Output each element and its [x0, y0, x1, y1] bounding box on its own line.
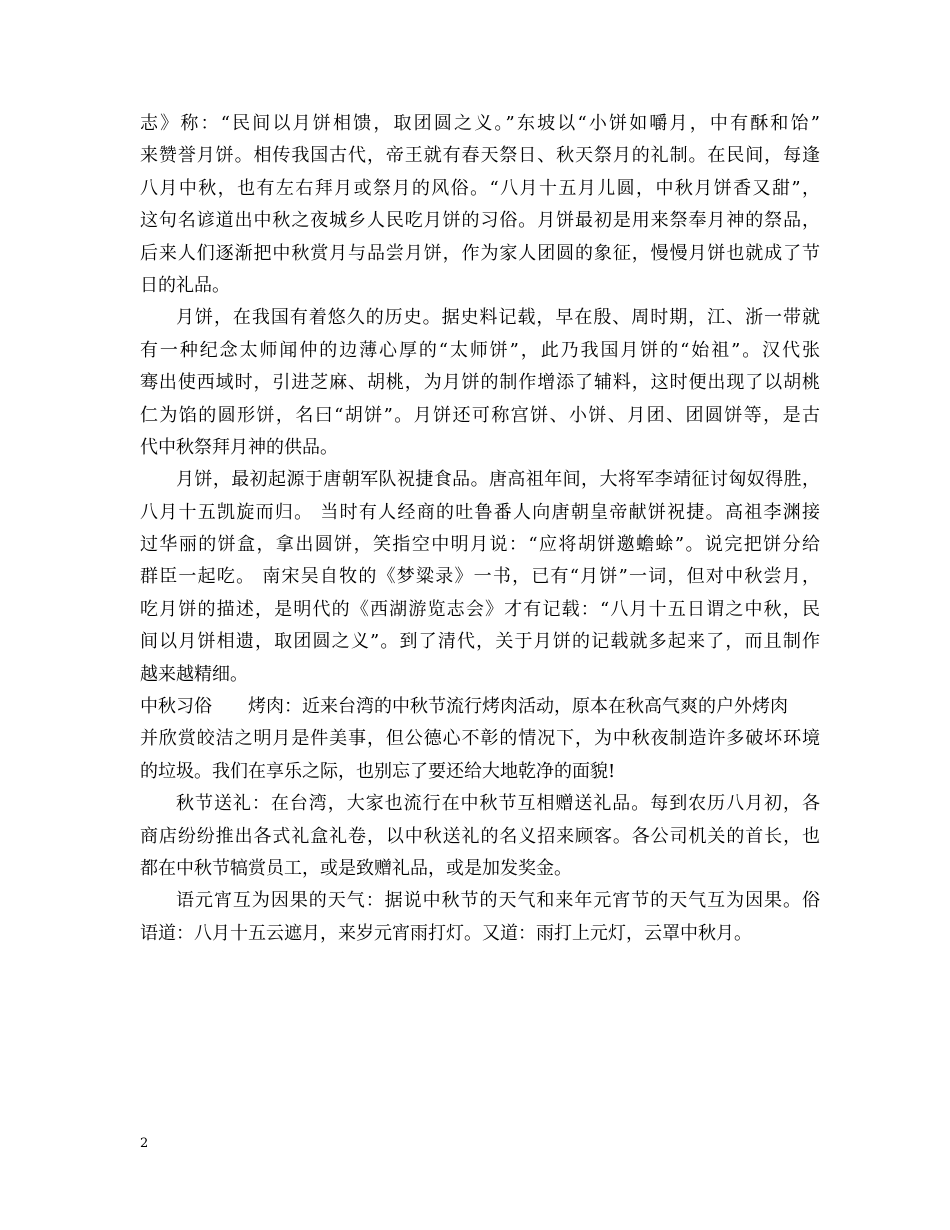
- text-line: 八月中秋，也有左右拜月或祭月的风俗。“八月十五月儿圆，中秋月饼香又甜”，: [140, 177, 820, 199]
- text-line: 群臣一起吃。 南宋吴自牧的《梦粱录》一书，已有“月饼”一词，但对中秋尝月，: [140, 566, 820, 588]
- text-line: 月饼，最初起源于唐朝军队祝捷食品。唐高祖年间，大将军李靖征讨匈奴得胜，: [176, 469, 820, 491]
- text-line: 代中秋祭拜月神的供品。: [140, 436, 338, 458]
- text-line: 语道：八月十五云遮月，来岁元宵雨打灯。又道：雨打上元灯，云罩中秋月。: [140, 922, 752, 944]
- text-line: 八月十五凯旋而归。 当时有人经商的吐鲁番人向唐朝皇帝献饼祝捷。高祖李渊接: [140, 501, 820, 523]
- text-line: 吃月饼的描述，是明代的《西湖游览志会》才有记载：“八月十五日谓之中秋，民: [140, 598, 820, 620]
- text-line: 日的礼品。: [140, 274, 230, 296]
- text-line: 越来越精细。: [140, 663, 248, 685]
- text-line: 过华丽的饼盒，拿出圆饼，笑指空中明月说：“应将胡饼邀蟾蜍”。说完把饼分给: [140, 534, 820, 556]
- text-line: 语元宵互为因果的天气：据说中秋节的天气和来年元宵节的天气互为因果。俗: [176, 890, 820, 912]
- text-line: 秋节送礼：在台湾，大家也流行在中秋节互相赠送礼品。每到农历八月初，各: [176, 793, 820, 815]
- text-line: 志》称：“民间以月饼相馈，取团圆之义。”东坡以“小饼如嚼月，中有酥和饴”: [140, 113, 820, 134]
- text-line: 都在中秋节犒赏员工，或是致赠礼品，或是加发奖金。: [140, 857, 572, 879]
- text-line: 来赞誉月饼。相传我国古代，帝王就有春天祭日、秋天祭月的礼制。在民间，每逢: [140, 145, 820, 167]
- text-line: 有一种纪念太师闻仲的边薄心厚的“太师饼”，此乃我国月饼的“始祖”。汉代张: [140, 339, 820, 361]
- text-line: 间以月饼相遗，取团圆之义”。到了清代，关于月饼的记载就多起来了，而且制作: [140, 631, 820, 653]
- paragraph: [140, 108, 820, 302]
- paragraph: [140, 691, 820, 788]
- text-line: 后来人们逐渐把中秋赏月与品尝月饼，作为家人团圆的象征，慢慢月饼也就成了节: [140, 242, 820, 264]
- paragraph: [140, 464, 820, 691]
- paragraph: [140, 885, 820, 950]
- text-run: 烤肉：近来台湾的中秋节流行烤肉活动，原本在秋高气爽的户外烤肉: [248, 696, 788, 718]
- page-number: 2: [140, 1136, 149, 1151]
- text-line: 骞出使西域时，引进芝麻、胡桃，为月饼的制作增添了辅料，这时便出现了以胡桃: [140, 372, 820, 394]
- document-body: [140, 108, 820, 950]
- text-line: 仁为馅的圆形饼，名曰“胡饼”。月饼还可称宫饼、小饼、月团、团圆饼等，是古: [140, 404, 820, 426]
- text-line: 商店纷纷推出各式礼盒礼卷，以中秋送礼的名义招来顾客。各公司机关的首长，也: [140, 825, 820, 847]
- text-line: 并欣赏皎洁之明月是件美事，但公德心不彰的情况下，为中秋夜制造许多破坏环境: [140, 728, 820, 750]
- text-line: [140, 691, 820, 723]
- text-line: 月饼，在我国有着悠久的历史。据史料记载，早在殷、周时期，江、浙一带就: [176, 307, 820, 329]
- text-line: 的垃圾。我们在享乐之际，也别忘了要还给大地乾净的面貌!: [140, 760, 616, 782]
- text-line: 这句名谚道出中秋之夜城乡人民吃月饼的习俗。月饼最初是用来祭奉月神的祭品，: [140, 210, 820, 232]
- section-heading: 中秋习俗: [140, 696, 212, 718]
- paragraph: [140, 302, 820, 464]
- paragraph: [140, 788, 820, 885]
